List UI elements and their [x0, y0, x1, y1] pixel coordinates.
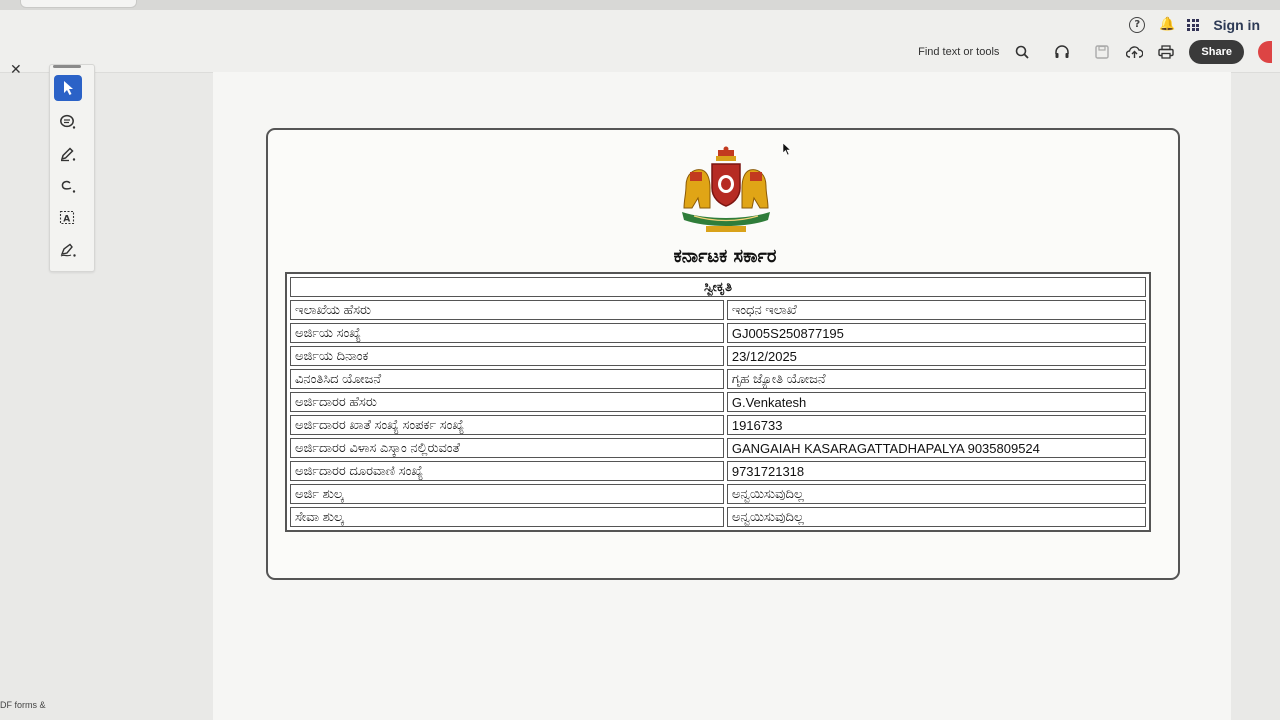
avatar[interactable] — [1258, 41, 1272, 63]
table-row — [290, 507, 1146, 527]
row-label: ಅರ್ಜಿದಾರರ ದೂರವಾಣಿ ಸಂಖ್ಯೆ — [290, 461, 724, 481]
karnataka-emblem-logo — [676, 146, 776, 240]
read-aloud-icon[interactable] — [1053, 43, 1071, 61]
acknowledgement-table — [285, 272, 1151, 532]
row-value: ಅನ್ವಯಿಸುವುದಿಲ್ಲ — [727, 484, 1146, 504]
table-row — [290, 323, 1146, 343]
table-row — [290, 484, 1146, 504]
table-row — [290, 438, 1146, 458]
row-value: ಇಂಧನ ಇಲಾಖೆ — [727, 300, 1146, 320]
mouse-pointer-icon — [782, 141, 792, 160]
row-label: ಇಲಾಖೆಯ ಹೆಸರು — [290, 300, 724, 320]
row-value: ಗೃಹ ಜ್ಯೋತಿ ಯೋಜನೆ — [727, 369, 1146, 389]
row-value: 1916733 — [727, 415, 1146, 435]
app-header — [0, 10, 1280, 73]
table-row — [290, 369, 1146, 389]
row-value: ಅನ್ವಯಿಸುವುದಿಲ್ಲ — [727, 507, 1146, 527]
fill-sign-icon[interactable] — [54, 237, 82, 263]
row-label: ಸೇವಾ ಶುಲ್ಕ — [290, 507, 724, 527]
text-recognition-icon[interactable] — [54, 205, 82, 231]
row-label: ಅರ್ಜಿದಾರರ ಹೆಸರು — [290, 392, 724, 412]
toolbar-drag-handle[interactable] — [53, 65, 81, 68]
table-heading-row — [290, 277, 1146, 297]
left-toolbar — [49, 64, 95, 272]
row-label: ಅರ್ಜಿದಾರರ ಖಾತೆ ಸಂಖ್ಯೆ ಸಂಪರ್ಕ ಸಂಖ್ಯೆ — [290, 415, 724, 435]
bell-icon[interactable]: 🔔 — [1159, 17, 1176, 32]
table-heading: ಸ್ವೀಕೃತಿ — [290, 277, 1146, 297]
table-row — [290, 392, 1146, 412]
corner-status-text: DF forms & — [0, 700, 46, 710]
document-toolbar — [918, 37, 1280, 67]
system-row — [1129, 10, 1280, 40]
share-button[interactable]: Share — [1189, 40, 1244, 64]
row-label: ಅರ್ಜಿಯ ಸಂಖ್ಯೆ — [290, 323, 724, 343]
search-icon[interactable] — [1013, 43, 1031, 61]
comment-icon[interactable] — [54, 109, 82, 135]
table-row — [290, 415, 1146, 435]
highlight-pen-icon[interactable] — [54, 141, 82, 167]
row-value: G.Venkatesh — [727, 392, 1146, 412]
upload-cloud-icon[interactable] — [1125, 43, 1143, 61]
find-text-tools[interactable]: Find text or tools — [918, 46, 1000, 58]
save-icon[interactable] — [1093, 43, 1111, 61]
close-icon[interactable]: ✕ — [10, 62, 22, 78]
table-row — [290, 461, 1146, 481]
row-label: ಅರ್ಜಿದಾರರ ವಿಳಾಸ ಎಸ್ಕಾಂ ನಲ್ಲಿರುವಂತೆ — [290, 438, 724, 458]
table-row — [290, 346, 1146, 366]
help-circle-icon[interactable]: ? — [1129, 17, 1145, 33]
row-label: ವಿನಂತಿಸಿದ ಯೋಜನೆ — [290, 369, 724, 389]
row-value: GANGAIAH KASARAGATTADHAPALYA 9035809524 — [727, 438, 1146, 458]
row-value: 9731721318 — [727, 461, 1146, 481]
svg-text:A: A — [63, 214, 71, 225]
row-value: GJ005S250877195 — [727, 323, 1146, 343]
row-label: ಅರ್ಜಿ ಶುಲ್ಕ — [290, 484, 724, 504]
row-value: 23/12/2025 — [727, 346, 1146, 366]
apps-grid-icon[interactable] — [1187, 19, 1199, 31]
draw-freehand-icon[interactable] — [54, 173, 82, 199]
document-title: ಕರ್ನಾಟಕ ಸರ್ಕಾರ — [673, 246, 777, 267]
select-pointer-icon[interactable] — [54, 75, 82, 101]
table-row — [290, 300, 1146, 320]
browser-top-strip — [0, 0, 1280, 10]
sign-in-link[interactable]: Sign in — [1213, 17, 1260, 33]
browser-tab[interactable] — [20, 0, 137, 8]
print-icon[interactable] — [1157, 43, 1175, 61]
row-label: ಅರ್ಜಿಯ ದಿನಾಂಕ — [290, 346, 724, 366]
